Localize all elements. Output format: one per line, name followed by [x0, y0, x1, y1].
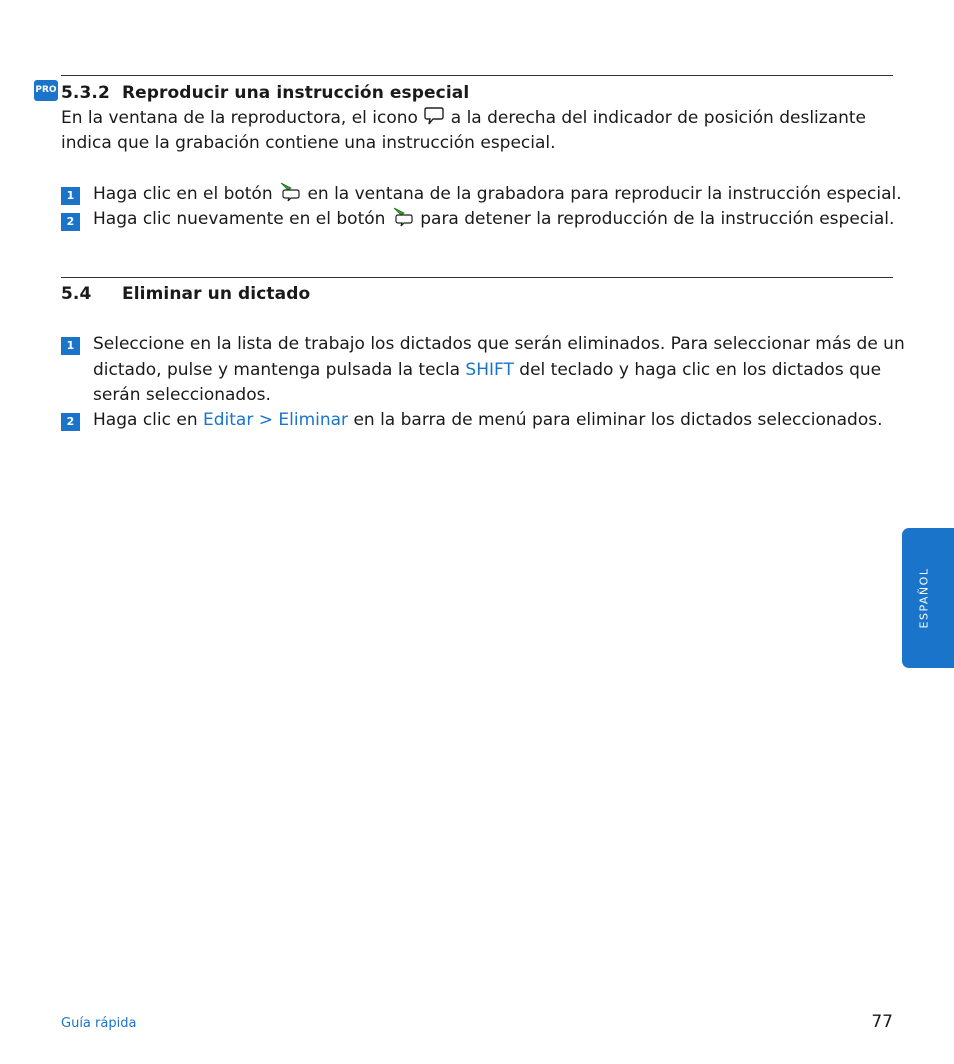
page-number: 77 [871, 1012, 893, 1032]
section-title: Eliminar un dictado [122, 284, 311, 304]
footer-guide-title: Guía rápida [61, 1016, 137, 1031]
section-title: Reproducir una instrucción especial [121, 83, 470, 103]
step-number-1: 1 [61, 337, 80, 355]
shift-key-label: SHIFT [465, 359, 514, 380]
step-text-1: Haga clic en el botón en la ventana de la grabadora para reproducir la instrucción especial. [93, 182, 902, 211]
section-rule-54 [61, 277, 893, 278]
section-heading-532 [61, 83, 469, 103]
step-text-2: Haga clic nuevamente en el botón para detener la reproducción de la instrucción especial. [93, 207, 894, 236]
section-rule-top [61, 75, 893, 76]
menu-path-editar-eliminar: Editar > Eliminar [203, 410, 349, 430]
step-text-1: Seleccione en la lista de trabajo los dictados que serán eliminados. Para seleccionar más de un dictado, pulse y mantenga pulsada la tecla SHIFT del teclado y haga clic en los dictados que serán seleccionados. [93, 334, 905, 405]
step-number-1: 1 [61, 187, 80, 205]
paragraph-line-1: En la ventana de la reproductora, el icono a la derecha del indicador de posición deslizante [61, 106, 866, 135]
step-text-2: Haga clic en Editar > Eliminar en la barra de menú para eliminar los dictados seleccionados. [93, 410, 883, 430]
step-number-2: 2 [61, 413, 80, 431]
pro-badge: PRO [34, 80, 58, 101]
section-number: 5.3.2 [61, 83, 110, 103]
language-tab-label: ESPAÑOL [917, 567, 931, 629]
section-heading-54 [61, 284, 310, 304]
paragraph-line-2: indica que la grabación contiene una instrucción especial. [61, 133, 556, 153]
step-number-2: 2 [61, 213, 80, 231]
play-instruction-button-icon[interactable] [392, 207, 414, 236]
section-number: 5.4 [61, 284, 92, 304]
